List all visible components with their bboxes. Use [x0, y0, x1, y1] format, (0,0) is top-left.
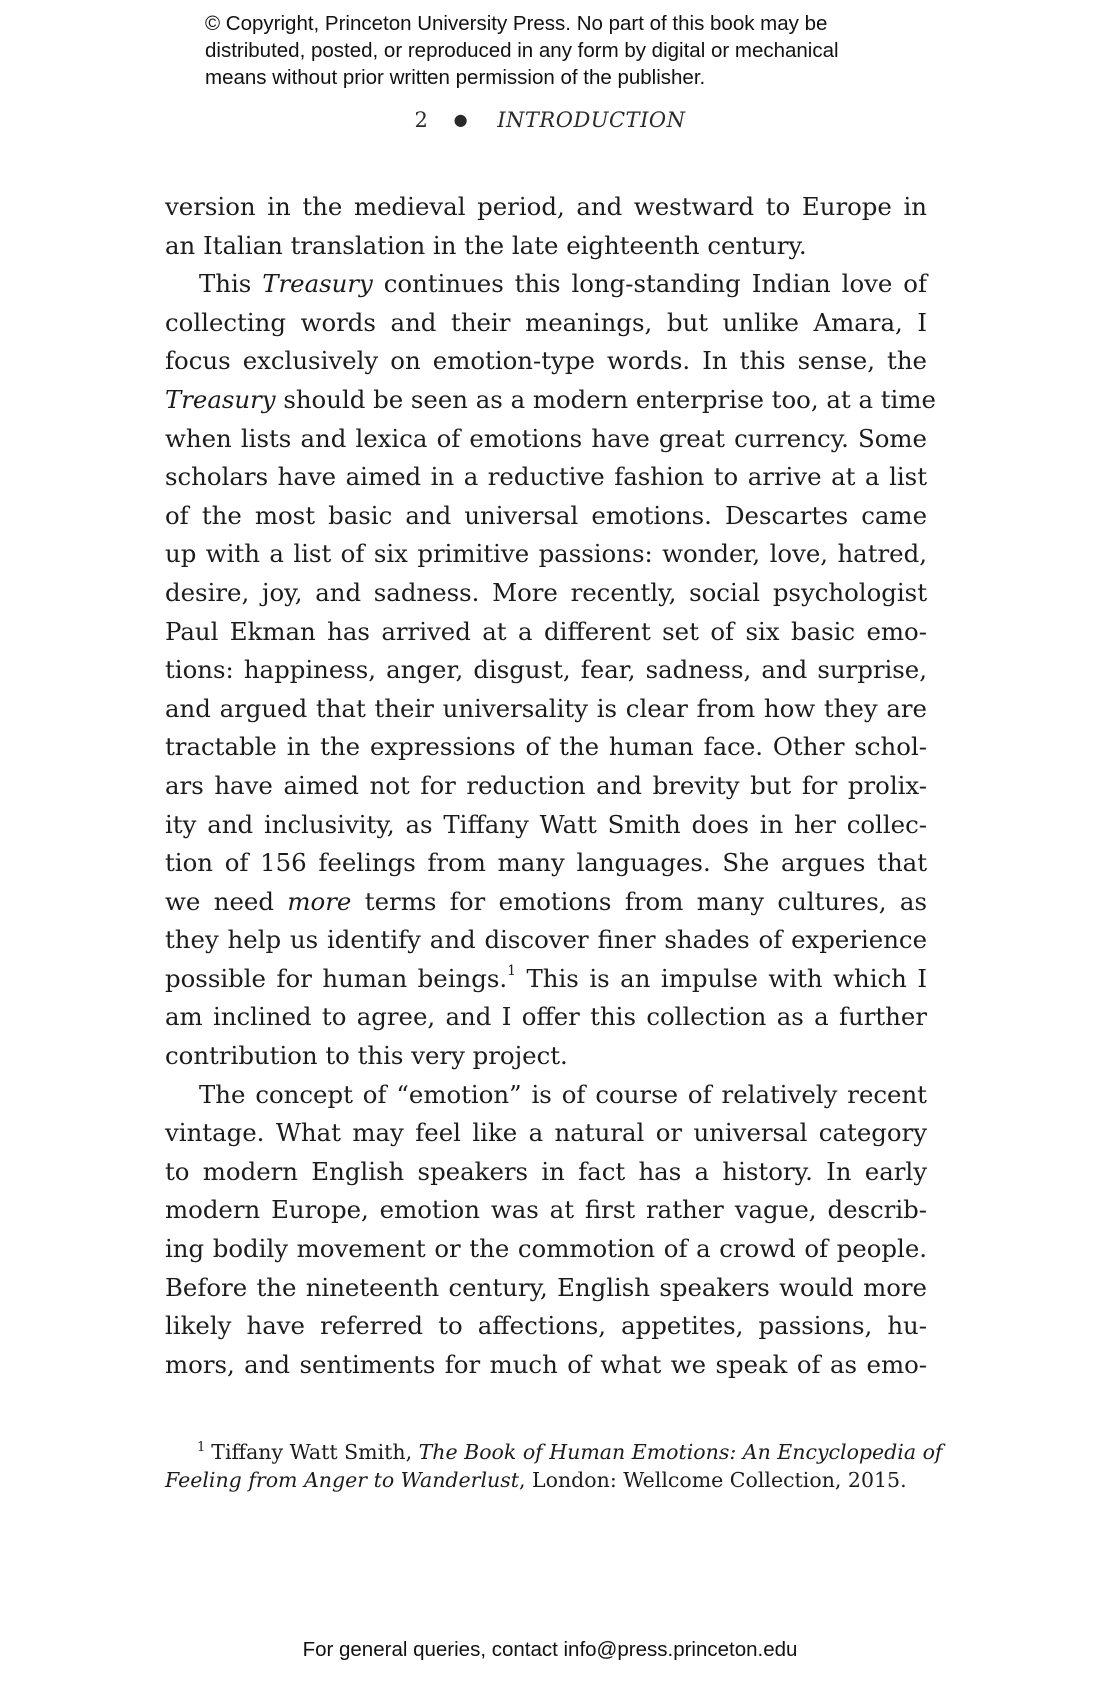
italic-term: Treasury	[165, 384, 276, 414]
text-line: likely have referred to affections, appetites, passions, hu-	[165, 1311, 927, 1341]
text-line: they help us identify and discover finer shades of experience	[165, 925, 927, 955]
text-line: ity and inclusivity, as Tiffany Watt Smith does in her collec-	[165, 809, 927, 839]
body-text	[165, 188, 936, 1384]
copyright-line: means without prior written permission of the publisher.	[205, 66, 706, 89]
running-head	[0, 108, 1100, 132]
copyright-line: distributed, posted, or reproduced in any form by digital or mechanical	[205, 39, 839, 62]
text-line: we need more terms for emotions from many cultures, as	[165, 886, 927, 916]
text-line: Paul Ekman has arrived at a different set of six basic emo-	[165, 616, 927, 646]
footnote-reference: 1	[507, 962, 517, 979]
text-line: ars have aimed not for reduction and brevity but for prolix-	[165, 770, 927, 800]
text-line: vintage. What may feel like a natural or universal category	[165, 1118, 927, 1148]
text-line: desire, joy, and sadness. More recently, social psychologist	[165, 577, 927, 607]
text-line: modern Europe, emotion was at first rather vague, describ-	[165, 1195, 927, 1225]
footnote-line: Feeling from Anger to Wanderlust, London: Wellcome Collection, 2015.	[165, 1468, 907, 1492]
copyright-line: © Copyright, Princeton University Press. No part of this book may be	[205, 12, 828, 35]
text-line: mors, and sentiments for much of what we speak of as emo-	[165, 1349, 927, 1379]
bullet-separator: ●	[453, 110, 469, 129]
text-line: am inclined to agree, and I offer this collection as a further	[165, 1002, 927, 1032]
footnote-marker: 1	[197, 1440, 206, 1455]
text-line: possible for human beings.$^1$ This is an impulse with which I	[165, 962, 927, 993]
italic-term: Treasury	[262, 269, 373, 299]
text-line: and argued that their universality is clear from how they are	[165, 693, 927, 723]
text-line: scholars have aimed in a reductive fashion to arrive at a list	[165, 462, 927, 492]
text-line: tions: happiness, anger, disgust, fear, sadness, and surprise,	[165, 655, 927, 685]
text-line: ing bodily movement or the commotion of a crowd of people.	[165, 1234, 927, 1264]
book-title: Feeling from Anger to Wanderlust	[165, 1468, 519, 1492]
text-line: contribution to this very project.	[165, 1041, 568, 1071]
text-line: collecting words and their meanings, but unlike Amara, I	[165, 307, 927, 337]
text-line: tractable in the expressions of the human face. Other schol-	[165, 732, 927, 762]
book-title: The Book of Human Emotions: An Encyclopedia of	[418, 1440, 943, 1464]
text-line: up with a list of six primitive passions: wonder, love, hatred,	[165, 539, 927, 569]
text-line: The concept of “emotion” is of course of relatively recent	[199, 1079, 927, 1109]
text-line: an Italian translation in the late eighteenth century.	[165, 230, 807, 260]
text-line: tion of 156 feelings from many languages. She argues that	[165, 848, 927, 878]
copyright-notice	[205, 10, 925, 91]
text-line: when lists and lexica of emotions have great currency. Some	[165, 423, 927, 453]
text-line: Before the nineteenth century, English speakers would more	[165, 1272, 927, 1302]
footnote	[165, 1438, 943, 1494]
footer-contact: For general queries, contact info@press.princeton.edu	[302, 1638, 798, 1661]
text-line: version in the medieval period, and westward to Europe in	[165, 192, 927, 221]
text-line: Treasury should be seen as a modern enterprise too, at a time	[165, 384, 936, 414]
text-line: to modern English speakers in fact has a history. In early	[165, 1156, 927, 1186]
section-title: INTRODUCTION	[497, 108, 686, 132]
text-line: focus exclusively on emotion-type words. In this sense, the	[165, 346, 927, 376]
text-line: of the most basic and universal emotions. Descartes came	[165, 500, 927, 530]
italic-term: more	[287, 886, 352, 916]
page-number: 2	[414, 108, 429, 132]
text-line: This Treasury continues this long-standing Indian love of	[199, 269, 927, 299]
footnote-line: $^1$ Tiffany Watt Smith, The Book of Human Emotions: An Encyclopedia of	[197, 1440, 943, 1464]
